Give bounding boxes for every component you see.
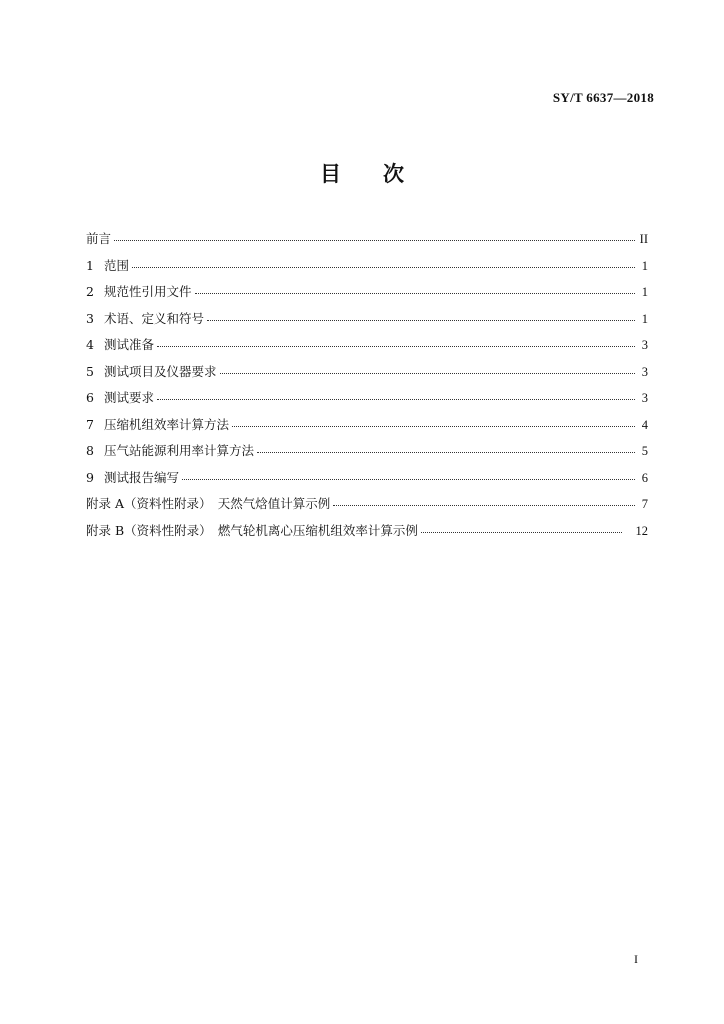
page-number: I bbox=[634, 952, 638, 966]
toc-entry-number: 7 bbox=[86, 416, 94, 432]
toc-dot-leader bbox=[132, 257, 635, 268]
toc-dot-leader bbox=[195, 283, 635, 294]
toc-entry-normative-references[interactable] bbox=[86, 282, 648, 309]
toc-entry-page: 3 bbox=[641, 391, 648, 405]
toc-dot-leader bbox=[182, 469, 635, 480]
toc-entry-number: 5 bbox=[86, 363, 94, 379]
toc-entry-page: 7 bbox=[641, 497, 648, 511]
toc-entry-label: 规范性引用文件 bbox=[104, 284, 192, 299]
toc-entry-page: 1 bbox=[641, 258, 648, 273]
toc-entry-page: 1 bbox=[641, 311, 648, 326]
toc-entry-foreword[interactable] bbox=[86, 229, 648, 256]
toc-entry-label: 测试项目及仪器要求 bbox=[104, 363, 217, 379]
toc-entry-label: 测试准备 bbox=[104, 337, 155, 352]
table-of-contents bbox=[86, 229, 648, 547]
toc-entry-station-energy[interactable] bbox=[86, 441, 648, 468]
toc-entry-label: 前言 bbox=[86, 231, 112, 246]
toc-entry-label: 压气站能源利用率计算方法 bbox=[104, 443, 255, 458]
toc-dot-leader bbox=[114, 230, 635, 241]
toc-entry-page: 6 bbox=[641, 470, 648, 485]
toc-entry-number: 4 bbox=[86, 337, 94, 352]
page-title: 目 次 bbox=[320, 162, 404, 186]
toc-entry-label: 测试报告编写 bbox=[104, 469, 180, 485]
toc-dot-leader bbox=[207, 310, 635, 321]
toc-entry-number: 6 bbox=[86, 390, 94, 405]
toc-entry-label: 压缩机组效率计算方法 bbox=[104, 416, 230, 432]
toc-entry-number: 2 bbox=[86, 284, 94, 299]
toc-dot-leader bbox=[421, 522, 622, 533]
toc-entry-number: 9 bbox=[86, 469, 94, 485]
toc-dot-leader bbox=[232, 416, 635, 427]
toc-dot-leader bbox=[157, 389, 635, 400]
toc-entry-test-report[interactable] bbox=[86, 468, 648, 495]
toc-entry-scope[interactable] bbox=[86, 256, 648, 283]
toc-entry-test-items[interactable] bbox=[86, 362, 648, 389]
toc-entry-page: 12 bbox=[635, 523, 648, 538]
toc-entry-compressor-efficiency[interactable] bbox=[86, 415, 648, 442]
toc-entry-page: 5 bbox=[641, 444, 648, 458]
toc-entry-label: 测试要求 bbox=[104, 390, 155, 405]
toc-entry-page: 3 bbox=[641, 338, 648, 352]
standard-code: SY/T 6637—2018 bbox=[552, 90, 654, 105]
toc-entry-label: 术语、定义和符号 bbox=[104, 310, 205, 326]
toc-entry-label: 附录 B（资料性附录） 燃气轮机离心压缩机组效率计算示例 bbox=[86, 522, 418, 538]
toc-entry-page: 4 bbox=[641, 417, 648, 432]
toc-entry-number: 3 bbox=[86, 310, 94, 326]
toc-dot-leader bbox=[157, 336, 635, 347]
toc-entry-test-preparation[interactable] bbox=[86, 335, 648, 362]
toc-entry-page: 1 bbox=[641, 285, 648, 299]
toc-entry-label: 范围 bbox=[104, 257, 130, 273]
toc-entry-number: 8 bbox=[86, 443, 94, 458]
toc-entry-page: II bbox=[639, 232, 648, 246]
toc-entry-appendix-b[interactable] bbox=[86, 521, 648, 548]
toc-dot-leader bbox=[333, 495, 635, 506]
toc-entry-page: 3 bbox=[641, 364, 648, 379]
toc-dot-leader bbox=[220, 363, 635, 374]
toc-entry-number: 1 bbox=[86, 257, 94, 273]
toc-entry-test-requirements[interactable] bbox=[86, 388, 648, 415]
toc-entry-terms[interactable] bbox=[86, 309, 648, 336]
toc-entry-label: 附录 A（资料性附录） 天然气焓值计算示例 bbox=[86, 496, 331, 511]
toc-dot-leader bbox=[257, 442, 635, 453]
toc-entry-appendix-a[interactable] bbox=[86, 494, 648, 521]
